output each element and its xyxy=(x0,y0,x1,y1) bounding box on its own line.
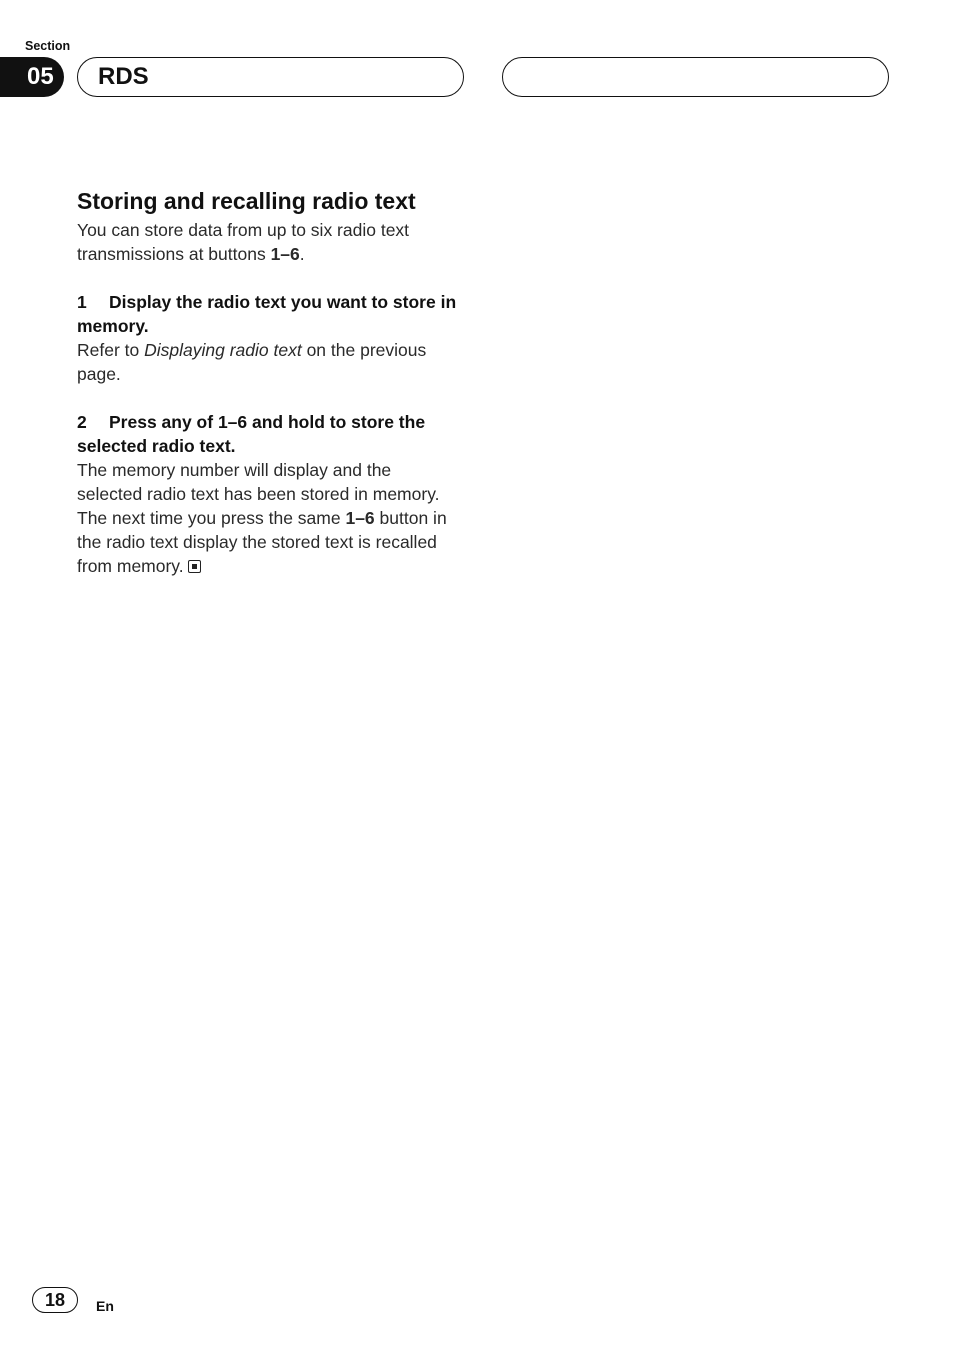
step-number: 2 xyxy=(77,412,87,432)
chapter-title-box xyxy=(77,57,464,97)
step-body-part2: button in the radio text display the stored text is recalled from memory. xyxy=(77,508,447,576)
intro-paragraph xyxy=(77,218,457,266)
step-title xyxy=(77,410,457,458)
step-number: 1 xyxy=(77,292,87,312)
step-title-text: Press any of 1–6 and hold to store the selected radio text. xyxy=(77,412,426,456)
page-number: 18 xyxy=(44,1290,66,1310)
intro-end: . xyxy=(299,244,305,264)
step-body-prefix: Refer to xyxy=(77,340,145,360)
intro-bold: 1–6 xyxy=(270,244,300,264)
chapter-title: RDS xyxy=(98,63,149,90)
article xyxy=(77,184,457,578)
step-body-part1: The memory number will display and the selected radio text has been stored in memory. The next time you press the same xyxy=(77,460,440,528)
section-number-tab: 05 xyxy=(0,57,64,97)
section-label: Section xyxy=(25,39,71,53)
step-body-suffix: on the previous page. xyxy=(77,340,427,384)
article-heading: Storing and recalling radio text xyxy=(77,188,416,214)
end-of-section-icon xyxy=(188,560,201,573)
intro-text: You can store data from up to six radio text transmissions at buttons xyxy=(77,220,410,264)
step-body-bold: 1–6 xyxy=(345,508,375,528)
step-title xyxy=(77,290,457,338)
empty-header-box xyxy=(502,57,889,97)
step-body-reference: Displaying radio text xyxy=(144,340,302,360)
step-title-text: Display the radio text you want to store in memory. xyxy=(77,292,457,336)
step-body xyxy=(77,338,457,386)
step-body xyxy=(77,458,457,578)
language-label: En xyxy=(96,1298,114,1314)
page-number-box xyxy=(32,1287,78,1313)
